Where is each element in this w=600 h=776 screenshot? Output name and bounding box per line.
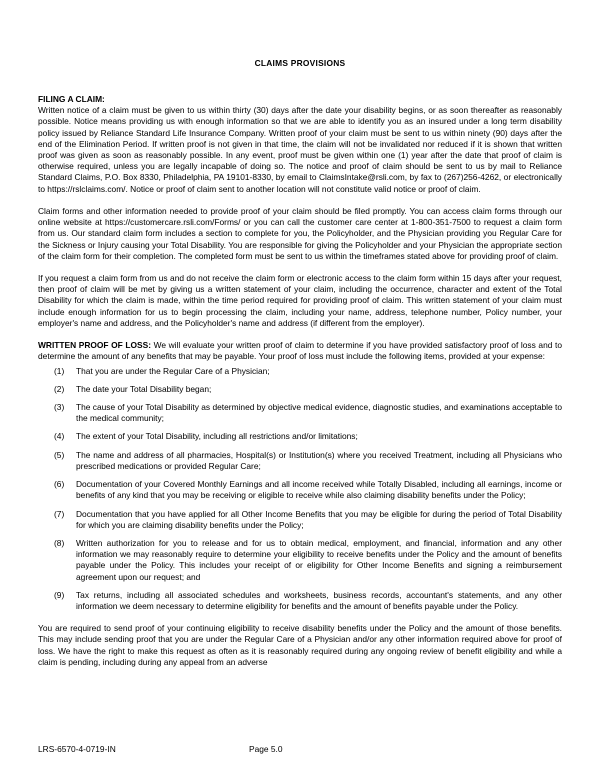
list-item (38, 590, 562, 612)
list-item-number: (2) (54, 383, 65, 394)
list-item (38, 479, 562, 501)
list-item-text: The date your Total Disability began; (76, 383, 212, 394)
paragraph-claim-form-not-received: If you request a claim form from us and do not receive the claim form or electronic access to the claim form within 15 days after your request, then proof of claim will be met by giving us a written statement of your claim, including the occurrence, character and extent of the Total Disability for which the claim is made, within the time period required for providing proof of claim. This written statement of your claim must include enough information for us to begin processing the claim, including your name, address, telephone number, Policy number, your employer's name and address, and the Policyholder's name and address (if different from the employer). (38, 273, 562, 328)
section-heading-filing-a-claim: FILING A CLAIM: (38, 94, 105, 105)
paragraph-claim-forms: Claim forms and other information needed to provide proof of your claim should be filed promptly. You can access claim forms through our online website at https://customercare.rsli.com/Forms/ or you can call the customer care center at 1-800-351-7500 to request a claim form from us. Our standard claim form includes a section to complete for you, the Policyholder, and the Physician providing you Regular Care for the Sickness or Injury causing your Total Disability. You are responsible for giving the Policyholder and your Physician the appropriate section of the claim form for their completion. The completed form must be sent to us within the timeframes stated above for providing proof of claim. (38, 205, 562, 261)
footer-page-number: Page 5.0 (249, 744, 283, 754)
footer-document-id: LRS-6570-4-0719-IN (38, 744, 116, 754)
list-item (38, 450, 562, 472)
paragraph-filing-notice: Written notice of a claim must be given to us within thirty (30) days after the date your disability begins, or as soon thereafter as reasonably possible. Notice means providing us with enough information so that we are able to identify you as an insured under a long term disability policy issued by Reliance Standard Life Insurance Company. Written proof of your claim must be sent to us within ninety (90) days after the end of the Elimination Period. If written proof is not given in that time, the claim will not be invalidated nor reduced if it is shown that written proof was given as soon as reasonably possible. In any event, proof must be given within one (1) year after the date that proof of claim is otherwise required, unless you are legally incapable of doing so. The notice and proof of claim should be sent to us by mail to Reliance Standard Claims, P.O. Box 8330, Philadelphia, PA 19101-8330, by email to ClaimsIntake@rsli.com, by fax to (267)256-4262, or electronically to https://rslclaims.com/. Notice or proof of claim sent to another location will not constitute valid notice or proof of claim. (38, 105, 562, 194)
list-item-text: Documentation that you have applied for all Other Income Benefits that you may be eligible for during the period of Total Disability for which you are claiming disability benefits under the Policy; (76, 508, 562, 530)
paragraph-written-proof-of-loss (38, 340, 562, 362)
proof-of-loss-list (38, 366, 562, 613)
list-item (38, 402, 562, 424)
list-item-text: The extent of your Total Disability, including all restrictions and/or limitations; (76, 431, 358, 442)
list-item-text: That you are under the Regular Care of a Physician; (76, 365, 270, 376)
list-item-number: (7) (54, 508, 65, 519)
list-item-text: The cause of your Total Disability as determined by objective medical evidence, diagnostic studies, and examinations acceptable to the medical community; (76, 401, 562, 424)
written-proof-intro-text: We will evaluate your written proof of claim to determine if you have provided satisfactory proof of loss and to determine the amount of any benefits that may be payable. Your proof of loss must include the following items, provided at your expense: (38, 340, 562, 362)
list-item-text: Written authorization for you to release and for us to obtain medical, employment, and financial, information and any other information we may reasonably require to determine your eligibility to receive benefits under the Policy and the amount of benefits payable under the Policy. This includes your receipt of or eligibility for Other Income Benefits and signing a reimbursement agreement upon our request; and (76, 537, 562, 582)
list-item-number: (8) (54, 537, 65, 548)
page-title: CLAIMS PROVISIONS (254, 58, 346, 68)
section-heading-written-proof-of-loss: WRITTEN PROOF OF LOSS: (38, 340, 151, 351)
list-item (38, 366, 562, 377)
paragraph-continuing-eligibility: You are required to send proof of your continuing eligibility to receive disability benefits under the Policy and the amount of those benefits. This may include sending proof that you are under the Regular Care of a Physician and/or any other information required above for proof of loss. We have the right to make this request as often as it is reasonably required during any ongoing review of benefit eligibility and while a claim is pending, including during any appeal from an adverse (38, 623, 562, 667)
list-item-number: (5) (54, 449, 65, 460)
list-item (38, 509, 562, 531)
list-item (38, 538, 562, 583)
list-item-number: (9) (54, 589, 65, 600)
list-item-text: Tax returns, including all associated schedules and worksheets, business records, accountant's statements, and any other information we deem necessary to determine eligibility for benefits and the amount of benefits payable under the Policy. (76, 589, 562, 612)
document-body (38, 0, 562, 668)
list-item-text: Documentation of your Covered Monthly Earnings and all income received while Totally Disabled, including all earnings, income or benefits of any kind that you may be receiving or eligible to receive while also claiming disability benefits under the Policy; (76, 479, 562, 501)
list-item-number: (4) (54, 431, 65, 442)
list-item-number: (1) (54, 365, 65, 376)
list-item-text: The name and address of all pharmacies, Hospital(s) or Institution(s) where you received Treatment, including all Physicians who prescribed medications or provided Regular Care; (76, 449, 562, 471)
list-item-number: (6) (54, 479, 65, 490)
list-item (38, 431, 562, 442)
list-item-number: (3) (54, 401, 65, 412)
list-item (38, 384, 562, 395)
